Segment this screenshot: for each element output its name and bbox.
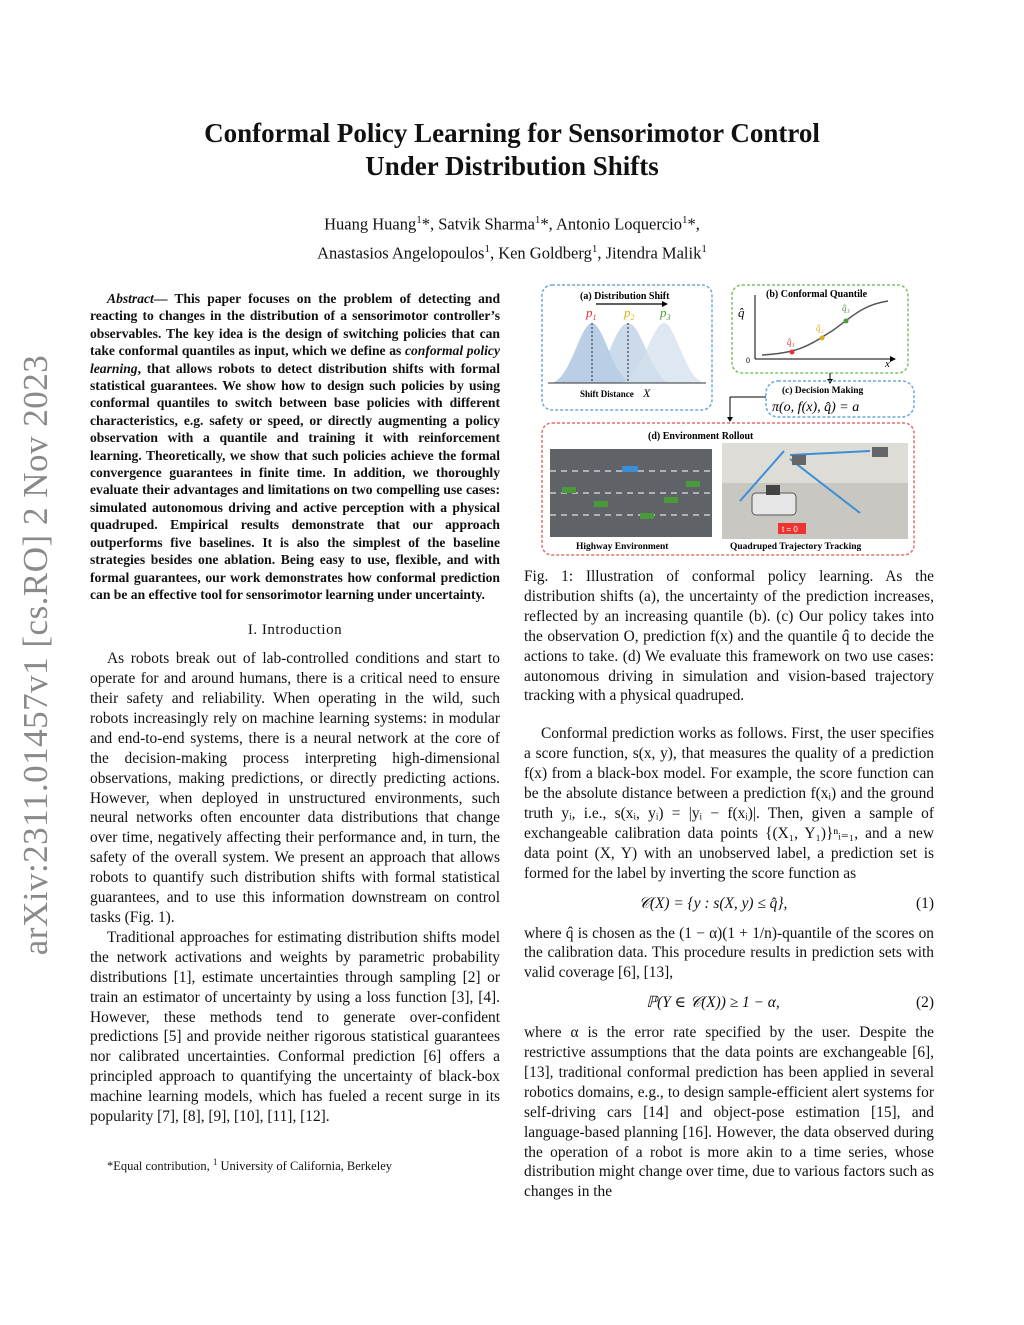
origin-label: 0 [746, 356, 750, 365]
equation-2-number: (2) [916, 994, 934, 1012]
footnote-mark: 1 [212, 1156, 218, 1167]
intro-paragraph-1: As robots break out of lab-controlled conditions and start to operate for and around humans, there is a critical need to ensure their safety and reliability. When operating in the wild, such robots increasingly rely on machine learning systems: in modular and end-to-end systems, there is a neural network at the core of the decision-making process interpreting high-dimensional observations, making predictions, or directly predicting actions. However, when deployed in unstructured environments, such neural networks often encounter data distributions that change over time, negatively affecting their performance and, in turn, the safety of the overall system. We present an approach that allows robots to quantify such distribution shifts with formal statistical guarantees, and to use this information downstream on control tasks (Fig. 1). [90, 650, 500, 926]
q2-point [820, 336, 825, 341]
affiliation-mark: 1 [591, 242, 598, 255]
p2-label: p [624, 305, 631, 320]
abstract-text: This paper focuses on the problem of detecting and reacting to changes in the distribution of a sensorimotor controller’s observables. The key idea is the design of switching policies that can take conformal quantiles as input, which we define as [90, 291, 500, 359]
traffic-vehicle [594, 501, 608, 507]
abstract-term: conformal policy learning [90, 343, 500, 376]
left-column [90, 290, 500, 1177]
footnote-text: University of California, Berkeley [217, 1159, 392, 1174]
figure-1-graphic [540, 283, 920, 558]
affiliation-mark: 1 [682, 214, 688, 226]
policy-equation: π(o, f(x), q̂) = a [772, 400, 860, 415]
panel-d-title: (d) Environment Rollout [648, 431, 754, 442]
author-name: Jitendra Malik [605, 243, 702, 262]
p1-label: p [586, 305, 593, 320]
author-separator: , [489, 243, 499, 262]
affiliation-mark: 1 [484, 242, 490, 255]
traffic-vehicle [664, 497, 678, 503]
quadruped-label: Quadruped Trajectory Tracking [730, 542, 862, 552]
qhat-axis-label: q̂ [738, 305, 745, 320]
svg-text:p3 [659, 305, 671, 322]
svg-text:p2 [623, 305, 635, 322]
abstract-text: , that allows robots to detect distribution shifts with formal statistical guarantees. We show how to design such policies by using conformal quantiles to switch between base policies with different characteristics, e.g. safety or speed, or directly augmenting a policy observation with a quantile and training it with reinforcement learning. Theoretically, we show that such policies achieve the formal convergence guarantees in finite time. In addition, we thoroughly evaluate their advantages and limitations on two compelling use cases: simulated autonomous driving and active perception with a physical quadruped. Empirical results demonstrate that our approach outperforms five baselines. It is also the simplest of the baseline strategies besides one ablation. Being easy to use, flexible, and with formal guarantees, our work demonstrates how conformal prediction can be an effective tool for sensorimotor learning under uncertainty. [90, 360, 500, 602]
quadruped-robot [752, 493, 796, 515]
introduction-section [90, 621, 500, 1177]
author-name: Anastasios Angelopoulos [317, 243, 485, 262]
q1-label: q̂₁ [787, 337, 795, 347]
right-paragraph-3: where α is the error rate specified by the user. Despite the restrictive assumptions that the data points are exchangeable [6], [13], traditional conformal prediction has been applied in several robotics domains, e.g., to design sample-efficient alert systems for self-driving cars [14] and object-pose estimation [15], and language-based planning [16]. However, the data observed during the operation of a robot is more akin to a time series, whose distribution might change over time, due to various factors such as changes in the [524, 1024, 934, 1201]
title-line-2: Under Distribution Shifts [365, 151, 659, 181]
q2-label: q̂₂ [816, 323, 824, 333]
intro-paragraph-2: Traditional approaches for estimating distribution shifts model the network activations and weights by parametric probability distributions [1], estimate uncertainties through sampling [2] or train an estimator of uncertainty by using a loss function [3], [4]. However, these methods tend to generate over-confident predictions [5] and provide neither rigorous statistical guarantees nor calibrated uncertainties. Conformal prediction [6] offers a principled approach to quantifying the uncertainty of black-box machine learning models, which has fueled a recent surge in its popularity [7], [8], [9], [10], [11], [12]. [90, 928, 500, 1126]
q3-label: q̂₃ [842, 303, 850, 313]
quantile-curve [762, 301, 888, 355]
footnote-text: *Equal contribution, [107, 1159, 213, 1174]
traffic-vehicle [686, 481, 700, 487]
traffic-vehicle [562, 487, 576, 493]
robot-camera [766, 485, 780, 495]
author-list [112, 208, 912, 265]
x-axis-arrow-head [890, 356, 896, 362]
author-line-1 [112, 208, 912, 237]
highway-label: Highway Environment [576, 542, 669, 552]
footnote [90, 1153, 500, 1177]
author-name: Huang Huang [324, 214, 417, 234]
equation-1-body: 𝒞(X) = {y : s(X, y) ≤ q̂}, [638, 894, 788, 912]
p1-sub: 1 [592, 313, 597, 322]
arxiv-identifier-text: arXiv:2311.01457v1 [cs.RO] 2 Nov 2023 [16, 354, 56, 956]
right-paragraph-2: where q̂ is chosen as the (1 − α)(1 + 1/n)-quantile of the scores on the calibration data. This procedure results in prediction sets with valid coverage [6], [13], [524, 924, 934, 982]
section-heading: I. Introduction [247, 622, 343, 639]
author-separator: *, [540, 214, 556, 234]
title-line-1: Conformal Policy Learning for Sensorimotor Control [204, 118, 820, 148]
x-variable: X [643, 386, 651, 400]
author-name: Antonio Loquercio [556, 214, 683, 234]
panel-b-title: (b) Conformal Quantile [766, 289, 868, 300]
q1-point [790, 350, 795, 355]
panel-c-title: (c) Decision Making [782, 386, 864, 396]
p3-label: p [660, 305, 667, 320]
equation-2 [524, 993, 934, 1013]
author-separator: *, [421, 214, 439, 234]
q3-point [844, 319, 849, 324]
figure-1 [540, 283, 920, 558]
author-name: Ken Goldberg [498, 243, 592, 262]
svg-text:p1 [585, 305, 597, 322]
p3-sub: 3 [666, 313, 671, 322]
abstract-dash: — [153, 291, 175, 306]
equation-2-body: ℙ(Y ∈ 𝒞(X)) ≥ 1 − α, [646, 994, 780, 1012]
right-column [524, 567, 934, 1202]
target-robot [792, 455, 806, 465]
figure-caption: Fig. 1: Illustration of conformal policy learning. As the distribution shifts (a), the uncertainty of the prediction increases, reflected by an increasing quantile (b). (c) Our policy takes into the observation O, prediction f(x) and the quantile q̂ to decide the actions to take. (d) We evaluate this framework on two use cases: autonomous driving in simulation and vision-based trajectory tracking with a physical quadruped. [524, 568, 934, 705]
equation-1 [524, 894, 934, 914]
shift-distance-label: Shift Distance [580, 389, 634, 399]
time-label: t = 0 [782, 525, 798, 534]
author-name: Satvik Sharma [438, 214, 535, 234]
x-axis-label: x [885, 358, 890, 370]
author-separator: *, [687, 214, 700, 234]
affiliation-mark: 1 [534, 214, 541, 226]
affiliation-mark: 1 [416, 214, 422, 226]
affiliation-mark: 1 [701, 242, 707, 255]
arxiv-identifier [8, 355, 64, 955]
abstract-label: Abstract [107, 291, 154, 306]
author-line-2 [112, 237, 912, 266]
equation-1-number: (1) [916, 894, 934, 912]
traffic-vehicle [640, 513, 654, 519]
ego-vehicle [622, 466, 638, 472]
connector-c-d-head [727, 417, 733, 422]
paper-title [112, 117, 912, 183]
target-robot [872, 447, 888, 457]
right-paragraph-1: Conformal prediction works as follows. First, the user specifies a score function, s(x, y), that measures the quality of a prediction f(x) from a black-box model. For example, the score function can be the absolute distance between a prediction f(xᵢ) and the ground truth yᵢ, i.e., s(xᵢ, yᵢ) = |yᵢ − f(xᵢ)|. Then, given a sample of exchangeable calibration data points {(X₁, Y₁)}ⁿᵢ₌₁, and a new data point (X, Y) with an unobserved label, a prediction set is formed for the label by inverting the score function as [524, 725, 934, 882]
abstract [90, 290, 500, 603]
author-separator: , [597, 243, 606, 262]
p2-sub: 2 [630, 313, 635, 322]
panel-a-title: (a) Distribution Shift [580, 291, 670, 302]
